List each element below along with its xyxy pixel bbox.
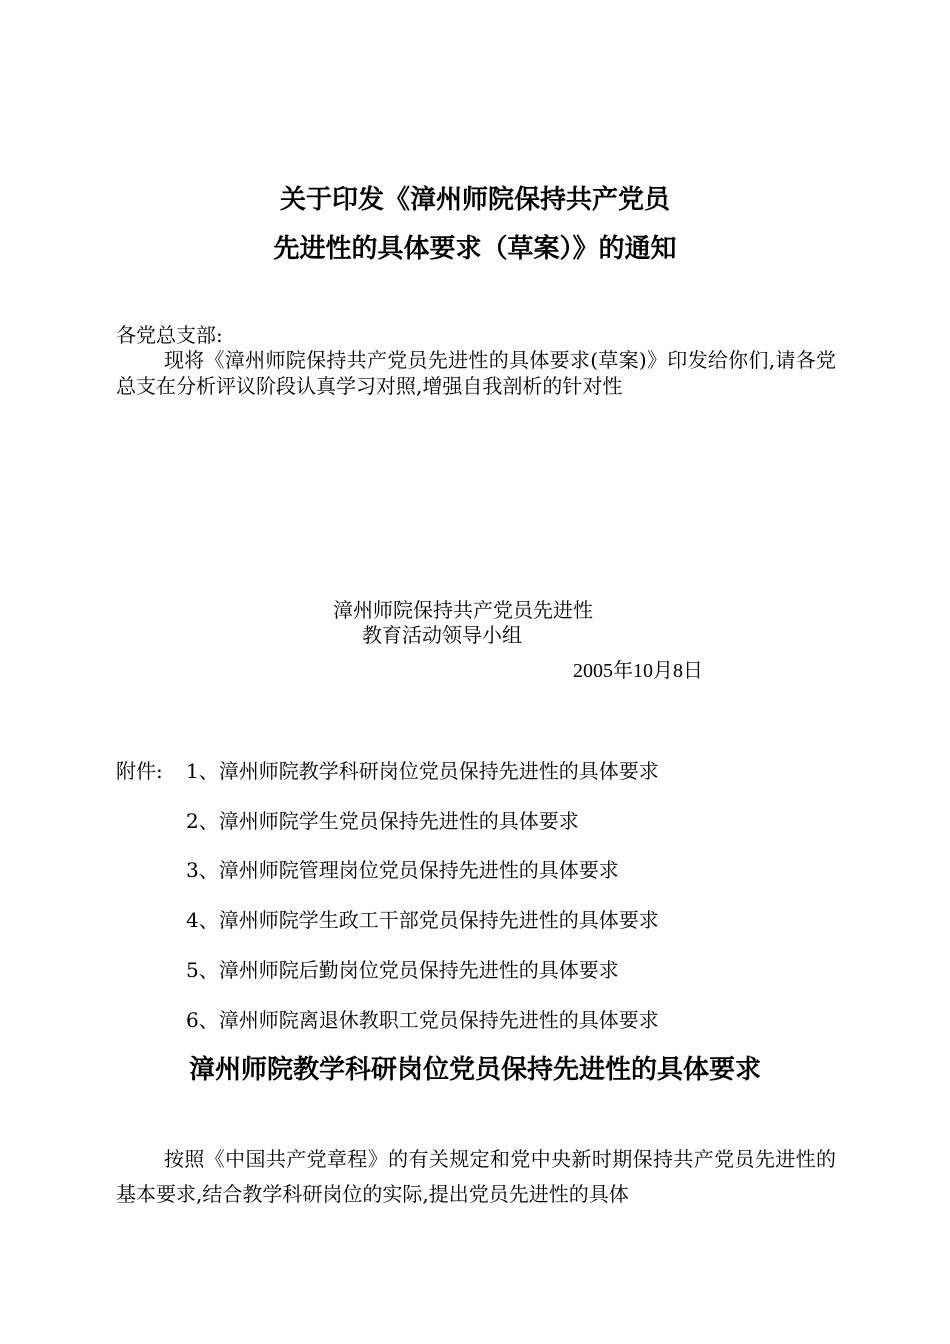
signature-line-2: 教育活动领导小组 [362,623,522,647]
issue-date: 2005年10月8日 [573,660,703,682]
notice-body: 现将《漳州师院保持共产党员先进性的具体要求(草案)》印发给你们,请各党总支在分析评议阶段认真学习对照,增强自我剖析的针对性 [116,348,836,398]
attachment-item: 3、漳州师院管理岗位党员保持先进性的具体要求 [186,858,619,882]
section-title: 漳州师院教学科研岗位党员保持先进性的具体要求 [188,1055,761,1085]
attachment-item: 1、漳州师院教学科研岗位党员保持先进性的具体要求 [186,759,659,783]
attachment-item: 4、漳州师院学生政工干部党员保持先进性的具体要求 [186,908,659,932]
attachments-label: 附件: [116,759,163,783]
signature-line-1: 漳州师院保持共产党员先进性 [333,598,593,622]
notice-title-line-1: 关于印发《漳州师院保持共产党员 [279,185,670,215]
attachment-item: 6、漳州师院离退休教职工党员保持先进性的具体要求 [186,1008,659,1032]
attachment-item: 2、漳州师院学生党员保持先进性的具体要求 [186,809,579,833]
notice-title-line-2: 先进性的具体要求（草案）》的通知 [273,234,677,264]
attachment-item: 5、漳州师院后勤岗位党员保持先进性的具体要求 [186,958,619,982]
section-paragraph: 按照《中国共产党章程》的有关规定和党中央新时期保持共产党员先进性的基本要求,结合教学科研岗位的实际,提出党员先进性的具体 [116,1147,836,1206]
salutation: 各党总支部: [116,323,223,347]
